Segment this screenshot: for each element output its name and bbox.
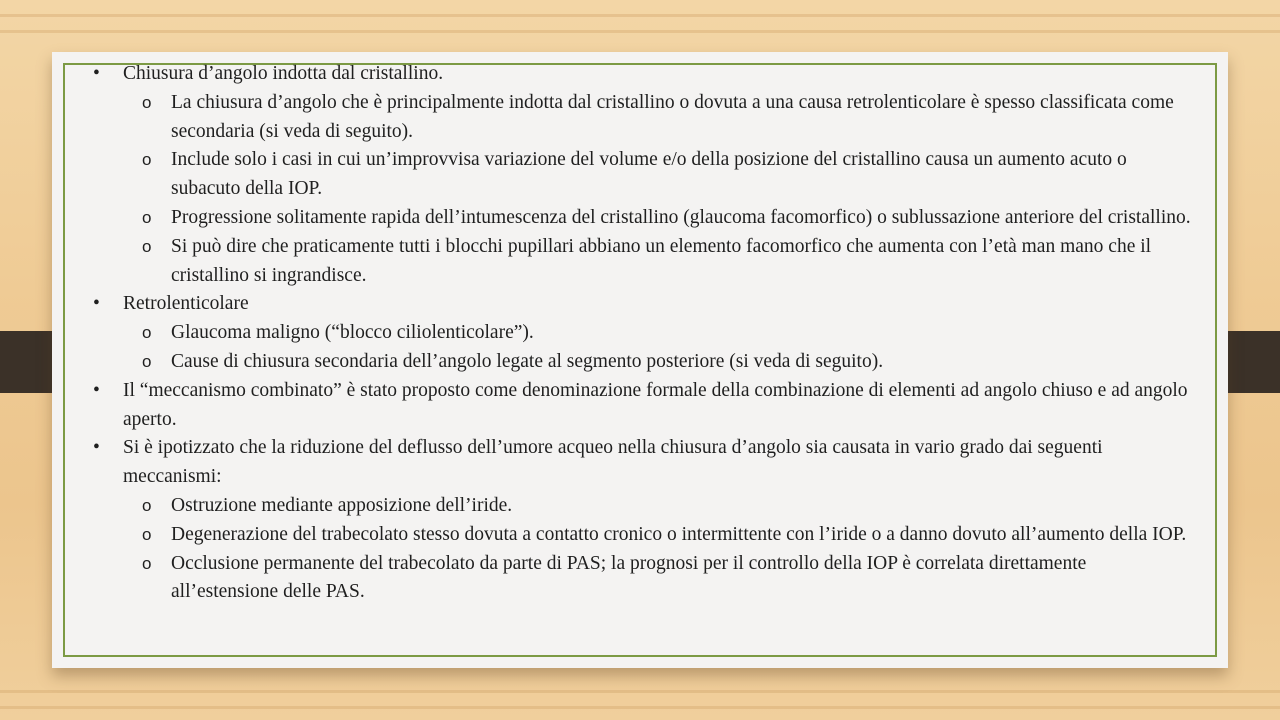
slide-content (66, 60, 1196, 607)
bullet-marker: • (93, 293, 100, 315)
sub-bullet-marker: o (142, 351, 152, 371)
wood-grain (0, 706, 1280, 709)
sub-bullet-marker: o (142, 150, 152, 170)
sub-bullet-item (66, 233, 1196, 291)
sub-bullet-item (66, 319, 1196, 348)
wood-grain (0, 14, 1280, 17)
sub-bullet-text: La chiusura d’angolo che è principalmente indotta dal cristallino o dovuta a una causa retrolenticolare è spesso classificata come secondaria (si veda di seguito). (171, 91, 1174, 142)
sub-bullet-item (66, 550, 1196, 608)
bullet-item (66, 377, 1196, 435)
sub-bullet-item (66, 492, 1196, 521)
sub-bullet-text: Glaucoma maligno (“blocco ciliolenticolare”). (171, 322, 534, 344)
bullet-marker: • (93, 63, 100, 84)
sub-bullet-marker: o (142, 207, 152, 227)
sub-bullet-marker: o (142, 92, 152, 112)
wood-grain (0, 690, 1280, 693)
wood-grain (0, 30, 1280, 33)
sub-bullet-marker: o (142, 553, 152, 573)
bullet-item (66, 434, 1196, 492)
bullet-marker: • (93, 379, 100, 401)
sub-bullet-text: Cause di chiusura secondaria dell’angolo legate al segmento posteriore (si veda di seguito). (171, 350, 884, 372)
bullet-item (66, 290, 1196, 319)
bullet-text: Retrolenticolare (123, 293, 249, 315)
bullet-text: Chiusura d’angolo indotta dal cristallino. (123, 63, 444, 84)
sub-bullet-marker: o (142, 236, 152, 256)
bullet-item (66, 60, 1196, 89)
sub-bullet-text: Degenerazione del trabecolato stesso dovuta a contatto cronico o intermittente con l’iride o a danno dovuto all’aumento della IOP. (171, 523, 1187, 545)
bullet-text: Si è ipotizzato che la riduzione del deflusso dell’umore acqueo nella chiusura d’angolo sia causata in vario grado dai seguenti meccanismi: (123, 437, 1103, 488)
bullet-text: Il “meccanismo combinato” è stato proposto come denominazione formale della combinazione di elementi ad angolo chiuso e ad angolo aperto. (123, 379, 1188, 430)
sub-bullet-text: Occlusione permanente del trabecolato da parte di PAS; la prognosi per il controllo della IOP è correlata direttamente all’estensione delle PAS. (171, 552, 1087, 603)
sub-bullet-item (66, 204, 1196, 233)
sub-bullet-item (66, 348, 1196, 377)
sub-bullet-marker: o (142, 524, 152, 544)
sub-bullet-marker: o (142, 495, 152, 515)
bullet-marker: • (93, 437, 100, 459)
sub-bullet-item (66, 146, 1196, 204)
sub-bullet-item (66, 89, 1196, 147)
sub-bullet-text: Si può dire che praticamente tutti i blocchi pupillari abbiano un elemento facomorfico che aumenta con l’età man mano che il cristallino si ingrandisce. (171, 235, 1152, 286)
sub-bullet-text: Ostruzione mediante apposizione dell’iride. (171, 494, 513, 516)
sub-bullet-marker: o (142, 323, 152, 343)
sub-bullet-text: Progressione solitamente rapida dell’intumescenza del cristallino (glaucoma facomorfico) o sublussazione anteriore del cristallino. (171, 206, 1191, 228)
sub-bullet-text: Include solo i casi in cui un’improvvisa variazione del volume e/o della posizione del cristallino causa un aumento acuto o subacuto della IOP. (171, 149, 1127, 200)
sub-bullet-item (66, 521, 1196, 550)
